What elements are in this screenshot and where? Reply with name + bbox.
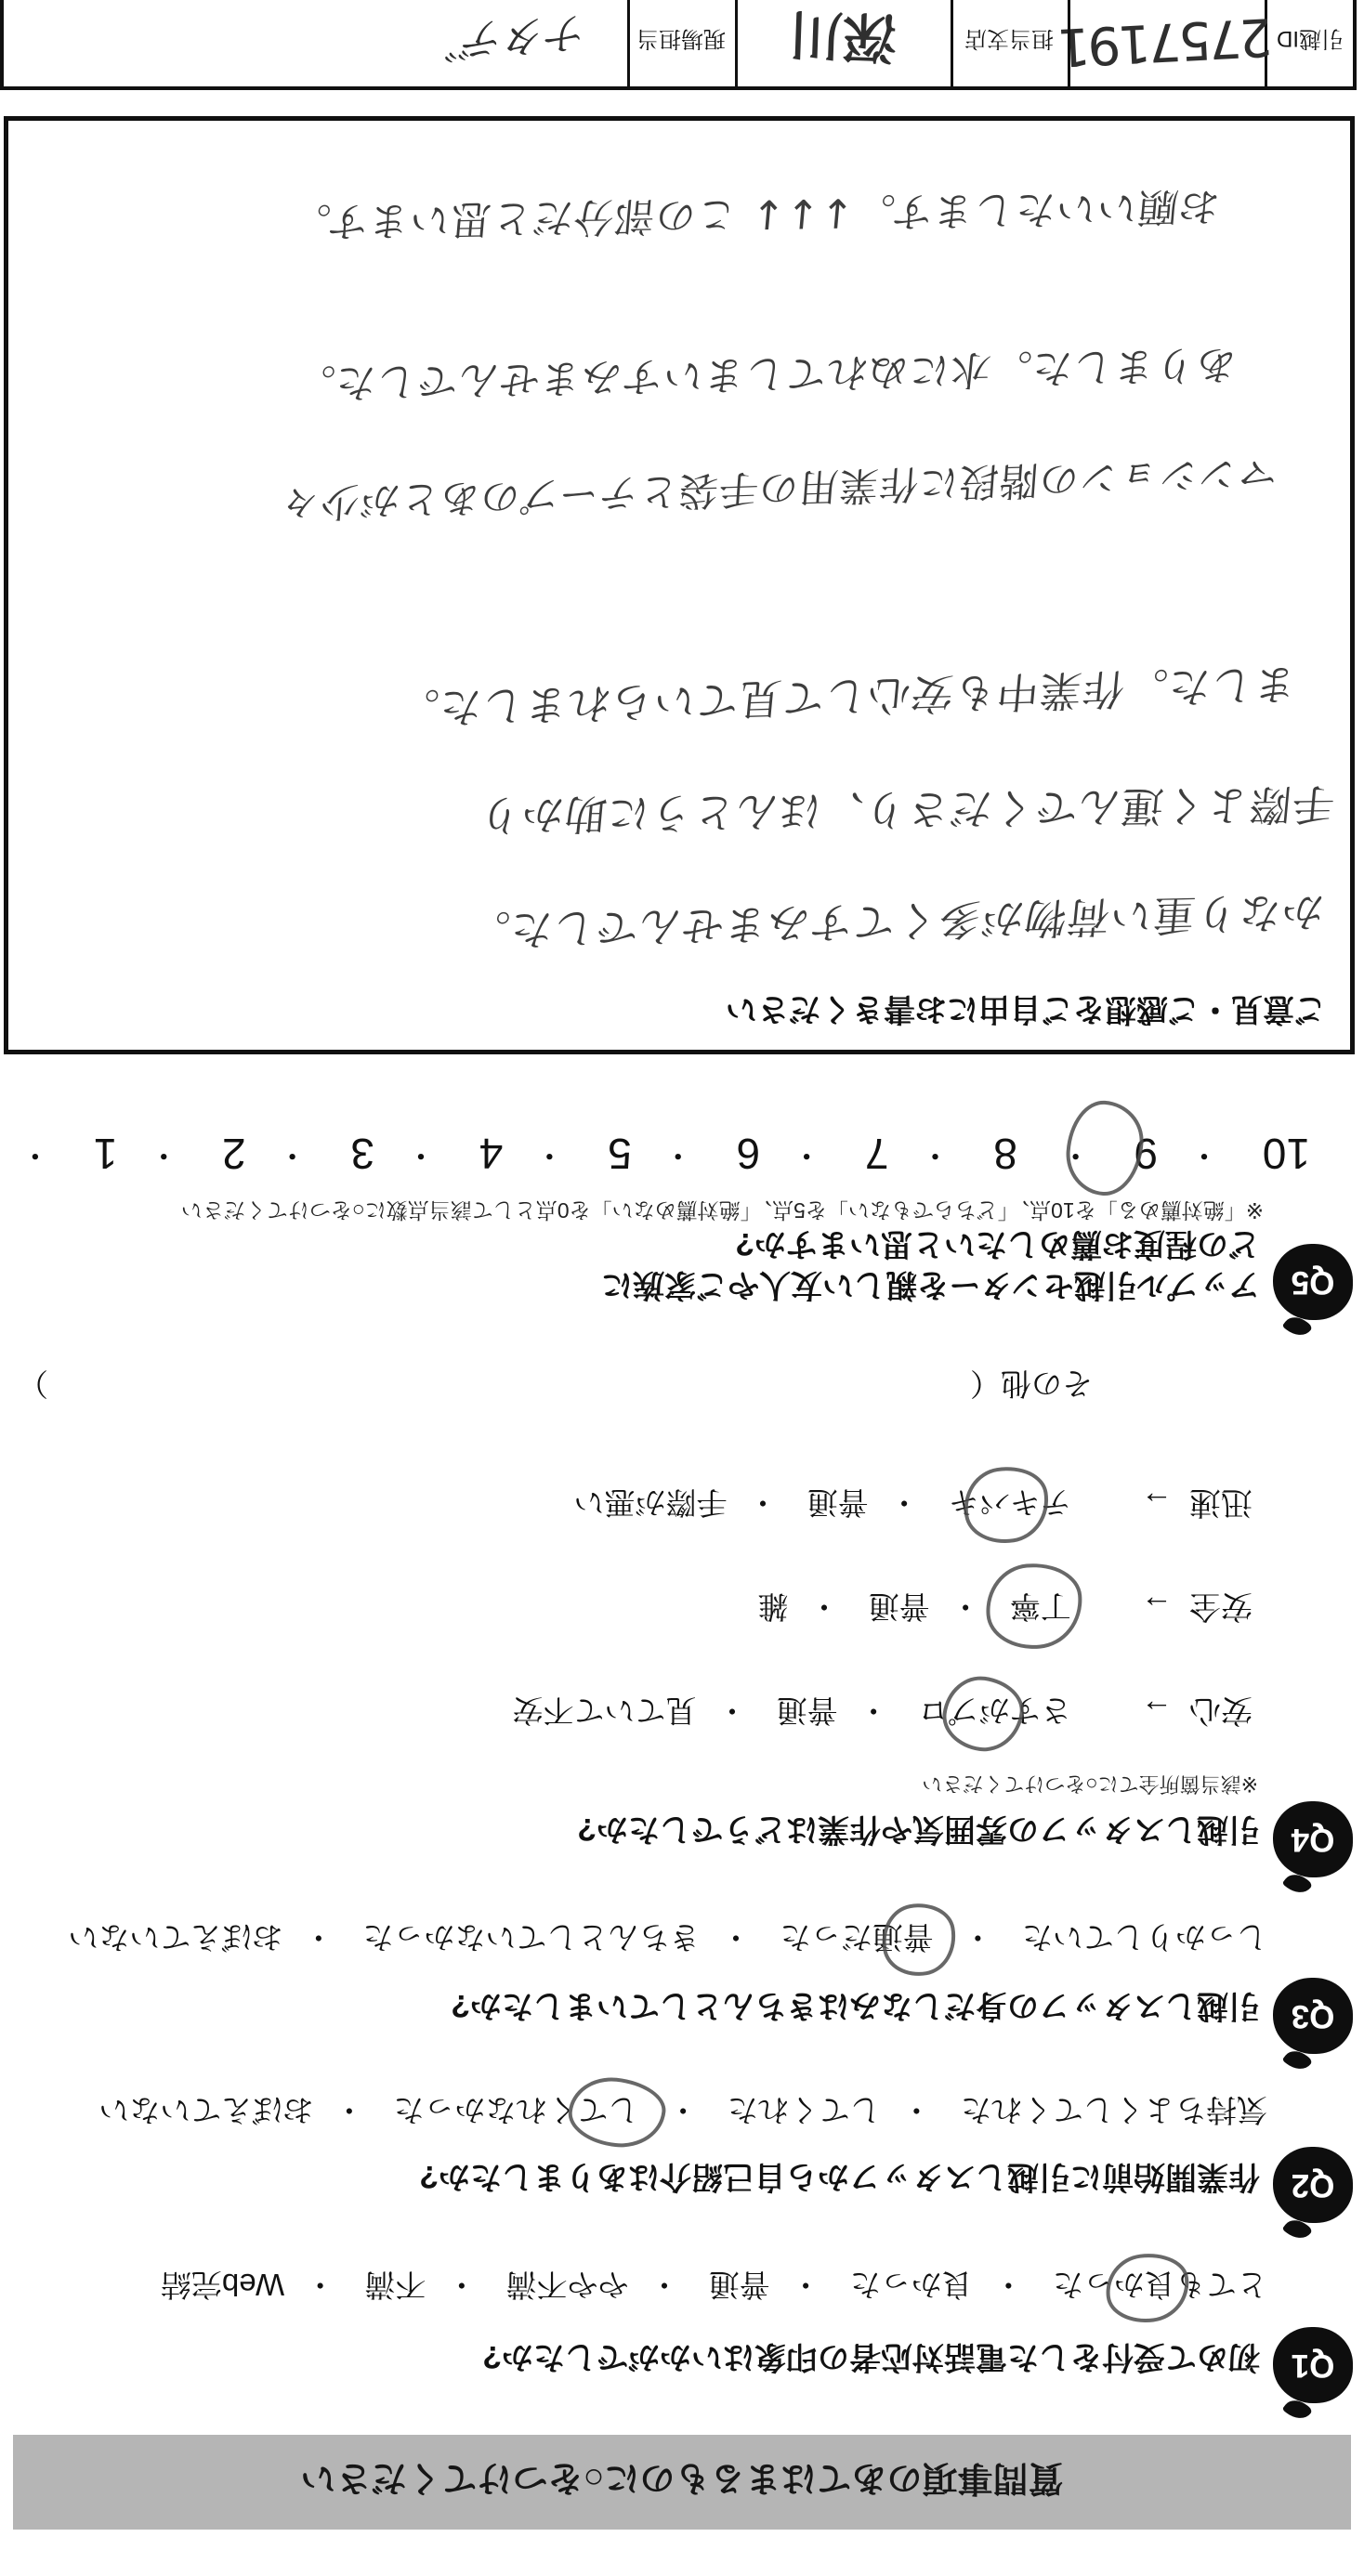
q4-row1-label: 安心 — [1189, 1693, 1253, 1728]
q4-row1-option-2: ・ 普通 — [777, 1691, 910, 1734]
q2-badge — [1273, 2147, 1353, 2223]
scale-10: 10 — [1262, 1130, 1310, 1178]
q3-option-2: ・ 普通だった — [780, 1917, 1014, 1961]
q1-option-5: ・ 不満 — [364, 2265, 497, 2308]
q4-question: 引越しスタッフの雰囲気や作業はどうでしたか? — [577, 1811, 1260, 1847]
q5-badge-label: Q5 — [1291, 1264, 1335, 1301]
q5-note: ※「絶対薦める」を10点、「どちらでもない」を5点、「絶対薦めない」を0点として該当点数に○をつけてください — [180, 1198, 1264, 1223]
q5-question-line1: アップル引越センターを親しい友人やご家族に — [601, 1267, 1260, 1302]
q3-option-3: ・ きちんとしていなかった — [362, 1917, 771, 1961]
q2-option-1: 気持ちよくしてくれた — [961, 2093, 1267, 2127]
q3-badge — [1273, 1978, 1353, 2054]
q4-row-anshin — [512, 1691, 1253, 1736]
branch-label-cell: 担当支店 — [951, 0, 1070, 86]
header-bar — [13, 2435, 1351, 2530]
scale-9: ・ 9 — [1134, 1129, 1251, 1181]
q4-note: ※該当箇所全てに○をつけてください — [922, 1772, 1258, 1796]
q4-row-anzen — [757, 1587, 1253, 1632]
handwritten-line-2: 手際よく運んでくださり、ほんとうに助かり — [476, 778, 1337, 841]
handwritten-line-3: ました。作業中も安心して見ていられました。 — [393, 659, 1299, 734]
q1-options — [161, 2265, 1267, 2308]
scale-5: ・ 5 — [608, 1129, 725, 1181]
right-arrow-icon: → — [1141, 1693, 1173, 1728]
scale-8-selected: ・ 8 — [993, 1129, 1121, 1181]
q2-question: 作業開始前に引越しスタッフから自己紹介はありましたか? — [419, 2159, 1260, 2194]
q5-question-line2: どの程度お薦めしたいと思いますか? — [735, 1226, 1260, 1262]
staff-value-cell — [5, 0, 630, 86]
q4-badge — [1273, 1801, 1353, 1877]
q4-badge-label: Q4 — [1291, 1822, 1335, 1858]
scale-0 — [0, 1129, 82, 1181]
scale-7: ・ 7 — [865, 1129, 982, 1181]
q4-other-close-paren: ） — [18, 1366, 48, 1401]
q1-question: 初めて受付をした電話対応者の印象はいかがでしたか? — [482, 2339, 1260, 2374]
q4-row3-option-2: ・ 普通 — [807, 1483, 940, 1526]
header-bar-text: 質問事項のあてはまるものに○をつけてください — [300, 2458, 1064, 2498]
q1-option-1: とても良かった — [1053, 2265, 1267, 2308]
q3-option-1: しっかりしていた — [1022, 1920, 1267, 1955]
comment-box — [4, 116, 1355, 1054]
q2-option-3: ・ してくれなかった — [393, 2090, 718, 2134]
q4-row2-option-2: ・ 普通 — [869, 1587, 1002, 1630]
q5-nps-scale — [0, 1129, 1310, 1184]
right-arrow-icon: → — [1141, 1484, 1173, 1520]
q1-option-6: ・ Web完結 — [161, 2265, 356, 2308]
q3-badge-label: Q3 — [1291, 1998, 1335, 2034]
q2-option-4: ・ おぼえていない — [98, 2090, 385, 2134]
q4-row3-option-1: テキパキ — [949, 1483, 1071, 1526]
q1-badge-label: Q1 — [1291, 2347, 1335, 2384]
branch-handwritten: 深川 — [788, 3, 898, 71]
q1-option-3: ・ 普通 — [709, 2265, 842, 2308]
handwritten-line-4: マンションの階段に作業用の手袋とテープのあとが少々 — [277, 450, 1279, 527]
q3-options — [68, 1917, 1267, 1961]
scale-3: ・ 3 — [350, 1129, 467, 1181]
comment-box-label: ご意見・ご感想をご自由にお書きください — [726, 991, 1326, 1026]
scale-6: ・ 6 — [737, 1129, 854, 1181]
moving-id-handwritten: 2757191 — [1058, 6, 1274, 77]
q4-row2-option-3: ・ 雑 — [757, 1587, 859, 1630]
right-arrow-icon: → — [1141, 1589, 1173, 1624]
scale-1: ・ 1 — [94, 1129, 211, 1181]
q4-row2-option-1: 丁寧 — [1010, 1587, 1071, 1630]
scale-2: ・ 2 — [222, 1129, 339, 1181]
q4-row3-label: 迅速 — [1189, 1484, 1253, 1520]
branch-value-cell — [735, 0, 953, 86]
q2-options — [98, 2090, 1267, 2134]
q1-option-2: ・ 良かった — [850, 2265, 1044, 2308]
handwritten-line-6: お願いいたします。↓↓↓ この部分だと思います。 — [287, 182, 1222, 245]
q2-option-2: ・ してくれた — [728, 2090, 952, 2134]
staff-handwritten: ナタデ゛ — [415, 7, 585, 70]
moving-id-value-cell — [1058, 0, 1274, 86]
q2-badge-label: Q2 — [1291, 2167, 1335, 2203]
scale-4: ・ 4 — [479, 1129, 597, 1181]
q4-row-jinsoku — [573, 1483, 1253, 1528]
staff-label-cell: 現場担当 — [627, 0, 738, 86]
q3-option-4: ・ おぼえていない — [68, 1917, 354, 1961]
q1-option-4: ・ やや不満 — [505, 2265, 700, 2308]
moving-id-label-cell: 引越ID — [1277, 26, 1344, 51]
q1-badge — [1273, 2327, 1353, 2403]
q5-badge — [1273, 1244, 1353, 1320]
q4-row1-option-3: ・ 見ていて不安 — [512, 1691, 767, 1734]
handwritten-line-5: ありました。水にぬれてしまいすみませんでした。 — [291, 340, 1239, 407]
footer-id-table — [0, 0, 1357, 90]
handwritten-line-1: かなり重い荷物が多くてすみませんでした。 — [464, 886, 1327, 956]
q4-row2-label: 安全 — [1189, 1589, 1253, 1624]
q4-row3-option-3: ・ 手際が悪い — [573, 1483, 798, 1526]
q3-question: 引越しスタッフの身だしなみはきちんとしていましたか? — [451, 1988, 1260, 2023]
q4-other-label: その他（ — [970, 1366, 1093, 1401]
q4-row1-option-1: さすがプロ — [918, 1691, 1071, 1734]
